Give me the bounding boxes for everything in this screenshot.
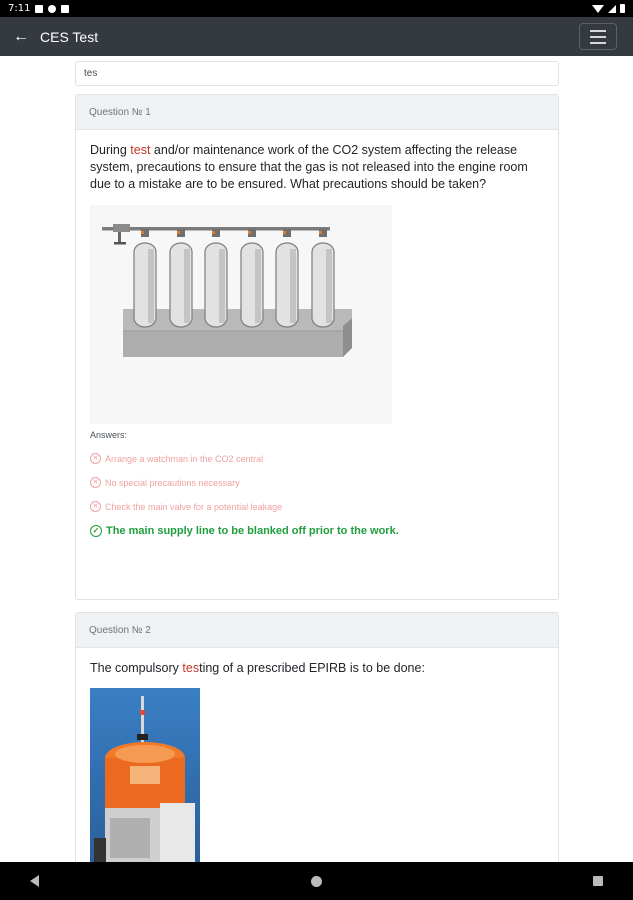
nav-back-icon[interactable] [30, 875, 39, 887]
x-circle-icon: ✕ [90, 477, 101, 488]
status-time: 7:11 [8, 3, 31, 14]
answer-option: ✕ Check the main valve for a potential leakage [90, 501, 544, 512]
answer-option-correct: ✓ The main supply line to be blanked off prior to the work. [90, 525, 544, 537]
answers-label: Answers: [90, 430, 128, 440]
answer-option: ✕ Arrange a watchman in the CO2 central [90, 453, 544, 464]
sd-card-icon [61, 5, 69, 13]
notification-icon [35, 5, 43, 13]
app-notification-icon [48, 5, 56, 13]
nav-home-icon[interactable] [311, 876, 322, 887]
question-card [75, 94, 559, 600]
cylinder-shade [148, 249, 154, 323]
x-circle-icon: ✕ [90, 501, 101, 512]
status-bar [0, 0, 633, 17]
valve-tag [283, 231, 286, 234]
battery-icon [620, 4, 625, 13]
cylinder-shade [255, 249, 261, 323]
valve-tag [141, 231, 144, 234]
valve-tag [212, 231, 215, 234]
epirb-photo [90, 688, 200, 862]
arrow-left-icon[interactable]: ← [13, 27, 29, 45]
cylinder-shade [219, 249, 225, 323]
valve-tag [319, 231, 322, 234]
cylinder-shade [290, 249, 296, 323]
question-text: During test and/or maintenance work of the CO2 system affecting the release system, precautions to ensure that the gas is not released into the engine room due to a mistake are to be ensured. What precautions should be taken? [90, 143, 528, 191]
navigation-bar [0, 862, 633, 900]
app-bar [0, 17, 633, 56]
question-header: Question № 1 [76, 95, 558, 130]
x-circle-icon: ✕ [90, 453, 101, 464]
cylinder-shade [326, 249, 332, 323]
status-right [592, 4, 625, 13]
question-card [75, 612, 559, 862]
question-header: Question № 2 [76, 613, 558, 648]
answer-option: ✕ No special precautions necessary [90, 477, 544, 488]
valve-tag [177, 231, 180, 234]
question-text: The compulsory testing of a prescribed EPIRB is to be done: [90, 661, 425, 675]
co2-cylinders-illustration [90, 205, 392, 424]
search-highlight: tes [182, 661, 200, 675]
cylinder-shade [184, 249, 190, 323]
search-highlight: test [130, 143, 151, 157]
signal-icon [608, 5, 616, 13]
wifi-icon [592, 5, 604, 13]
check-circle-icon: ✓ [90, 525, 102, 537]
app-title: CES Test [40, 28, 99, 45]
valve-tag [248, 231, 251, 234]
content-area[interactable] [0, 56, 633, 862]
status-left [8, 3, 69, 14]
hamburger-menu-icon[interactable] [579, 23, 617, 50]
nav-recents-icon[interactable] [593, 876, 603, 886]
search-input[interactable] [75, 61, 559, 86]
